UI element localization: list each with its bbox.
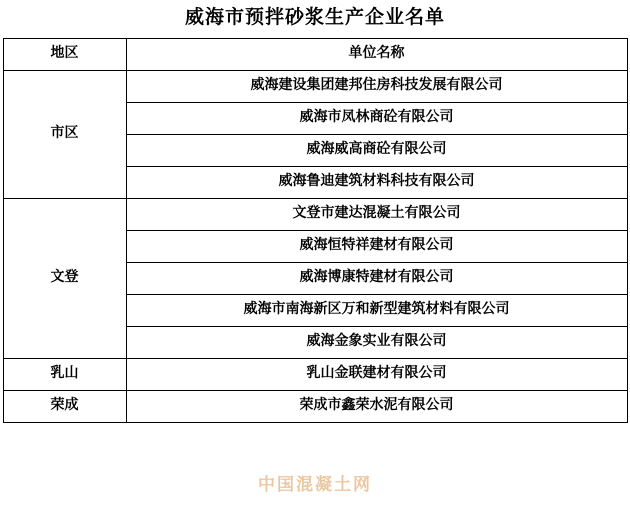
- watermark-text: 中国混凝土网: [258, 475, 372, 494]
- company-cell: 威海市凤林商砼有限公司: [126, 102, 627, 134]
- column-header-company: 单位名称: [126, 38, 627, 70]
- column-header-region: 地区: [3, 38, 126, 70]
- company-cell: 威海威高商砼有限公司: [126, 134, 627, 166]
- table-row: [3, 358, 627, 390]
- region-cell: 文登: [3, 198, 126, 358]
- region-cell: 乳山: [3, 358, 126, 390]
- company-cell: 荣成市鑫荣水泥有限公司: [126, 390, 627, 422]
- company-cell: 威海市南海新区万和新型建筑材料有限公司: [126, 294, 627, 326]
- region-cell: 荣成: [3, 390, 126, 422]
- company-cell: 威海博康特建材有限公司: [126, 262, 627, 294]
- company-cell: 威海建设集团建邦住房科技发展有限公司: [126, 70, 627, 102]
- table-row: [3, 70, 627, 102]
- company-cell: 文登市建达混凝土有限公司: [126, 198, 627, 230]
- table-row: [3, 390, 627, 422]
- region-cell: 市区: [3, 70, 126, 198]
- enterprise-list-table: [3, 38, 628, 423]
- page-title: 威海市预拌砂浆生产企业名单: [184, 7, 445, 28]
- company-cell: 威海金象实业有限公司: [126, 326, 627, 358]
- company-cell: 威海鲁迪建筑材料科技有限公司: [126, 166, 627, 198]
- table-row: [3, 198, 627, 230]
- company-cell: 威海恒特祥建材有限公司: [126, 230, 627, 262]
- table-header-row: [3, 38, 627, 70]
- company-cell: 乳山金联建材有限公司: [126, 358, 627, 390]
